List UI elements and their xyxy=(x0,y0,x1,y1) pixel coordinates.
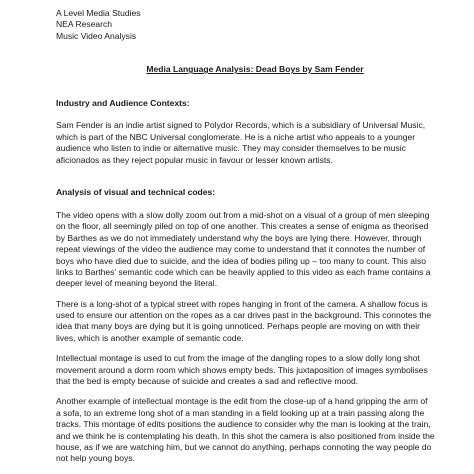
paragraph-line: repeat viewings of the video the audience may come to understand that it connotes the number of xyxy=(56,244,426,255)
paragraph-line: There is a long-shot of a typical street with ropes hanging in front of the camera. A shallow focus is xyxy=(56,298,428,309)
paragraph-montage-train xyxy=(56,396,470,464)
paragraph-line: audience who listen to indie or alternative music. They may consider themselves to be music xyxy=(56,143,406,154)
section-heading-analysis: Analysis of visual and technical codes: xyxy=(56,187,216,198)
paragraph-line: and we think he is contemplating his death. In this shot the camera is also positioned from inside the xyxy=(56,430,435,441)
paragraph-line: lives, which is another example of semantic code. xyxy=(56,332,244,343)
paragraph-line: boys who have died due to suicide, and the idea of bodies piling up – too many to count. This also xyxy=(56,255,426,266)
paragraph-line: idea that many boys are dying but it is going unnoticed. Perhaps people are moving on with their xyxy=(56,321,420,332)
header-course: A Level Media Studies xyxy=(56,8,141,18)
document-page xyxy=(56,8,470,465)
paragraph-line: The video opens with a slow dolly zoom out from a mid-shot on a visual of a group of men sleeping xyxy=(56,209,430,220)
paragraph-industry xyxy=(56,120,470,166)
section-heading-industry: Industry and Audience Contexts: xyxy=(56,97,190,108)
paragraph-line: Sam Fender is an indie artist signed to Polydor Records, which is a subsidiary of Universal Music, xyxy=(56,120,426,131)
paragraph-line: which is part of the NBC Universal conglomerate. He is a niche artist who appeals to a younger xyxy=(56,131,416,142)
header-topic: Music Video Analysis xyxy=(56,30,137,41)
paragraph-line: links to Barthes’ semantic code which can be heavily applied to this video as each frame contains a xyxy=(56,266,431,277)
paragraph-line: on the floor, all seemingly piled on top of one another. This creates a sense of enigma as theorised xyxy=(56,221,429,232)
paragraph-line: a sofa, to an extreme long shot of a man standing in a field looking up at a train passing along the xyxy=(56,407,425,418)
paragraph-line: that the bed is empty because of suicide and creates a sad and reflective mood. xyxy=(56,376,359,387)
document-title: Media Language Analysis: Dead Boys by Sam Fender xyxy=(146,64,364,75)
paragraph-line: used to ensure our attention on the ropes as a car drives past in the background. This connotes the xyxy=(56,310,432,321)
paragraph-line: by Barthes as we do not immediately understand why the boys are lying there. However, through xyxy=(56,232,422,243)
paragraph-line: not help young boys. xyxy=(56,453,135,464)
paragraph-line: Intellectual montage is used to cut from the image of the dangling ropes to a slow dolly long shot xyxy=(56,353,420,364)
document-header xyxy=(56,8,470,42)
paragraph-montage-beds xyxy=(56,353,470,387)
paragraph-line: Another example of intellectual montage is the edit from the close-up of a hand gripping the arm of xyxy=(56,396,428,407)
paragraph-line: house, as if we are watching him, but we cannot do anything, perhaps connoting the way people do xyxy=(56,441,432,452)
paragraph-ropes-shot xyxy=(56,299,470,345)
paragraph-line: aficionados as they reject popular music in favour or lesser known artists. xyxy=(56,154,333,165)
paragraph-line: movement around a dorm room which shows empty beds. This juxtaposition of images symbolises xyxy=(56,364,428,375)
paragraph-line: deeper level of meaning beyond the literal. xyxy=(56,278,218,289)
paragraph-line: tracks. This montage of edits positions the audience to consider why the man is looking at the train, xyxy=(56,419,431,430)
paragraph-opening-shot xyxy=(56,210,470,290)
header-project: NEA Research xyxy=(56,19,113,30)
